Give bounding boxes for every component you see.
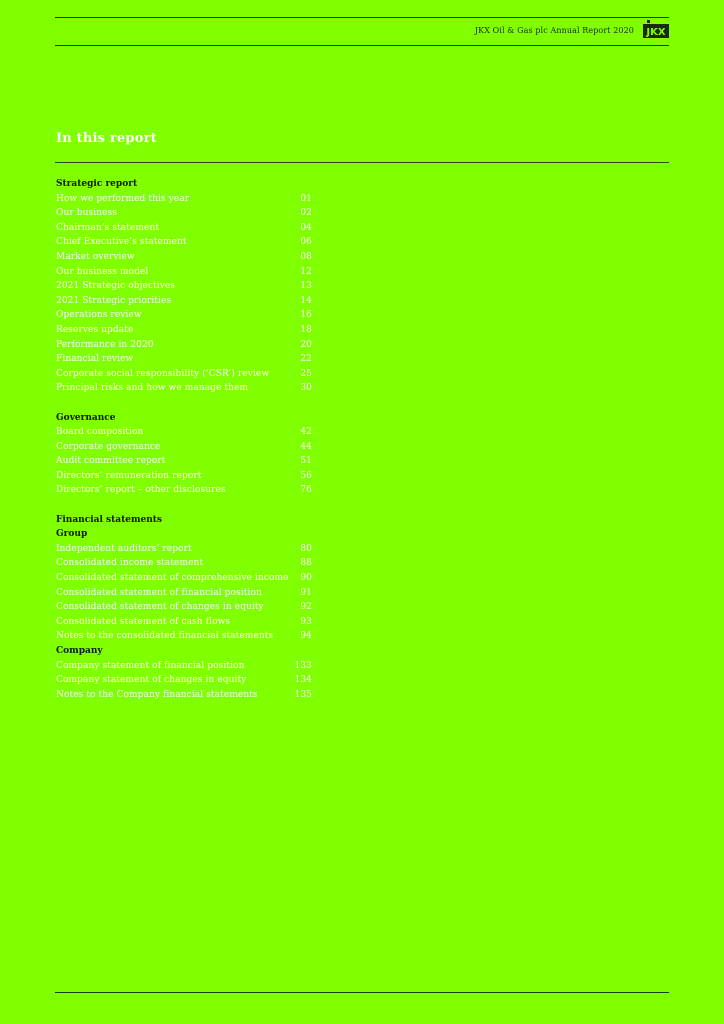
toc-entry-label: Financial review <box>56 354 134 365</box>
toc-entry-label: Consolidated statement of changes in equity <box>56 602 264 613</box>
toc-entry[interactable] <box>56 235 312 250</box>
section-heading-governance: Governance <box>56 412 116 423</box>
section-heading-financial: Financial statements <box>56 514 162 525</box>
footer-rule <box>55 992 669 993</box>
toc-entry[interactable] <box>56 308 312 323</box>
title-rule <box>55 162 669 163</box>
toc-entry[interactable] <box>56 192 312 207</box>
toc-entry-page-number: 133 <box>294 660 312 671</box>
toc-entry[interactable] <box>56 600 312 615</box>
toc-entry-label: Audit committee report <box>56 456 166 467</box>
toc-entry[interactable] <box>56 688 312 703</box>
toc-list-governance <box>56 425 312 498</box>
toc-entry[interactable] <box>56 542 312 557</box>
toc-entry-page-number: 56 <box>300 470 312 481</box>
toc-list-group <box>56 542 312 644</box>
toc-entry[interactable] <box>56 469 312 484</box>
toc-entry[interactable] <box>56 367 312 382</box>
toc-entry[interactable] <box>56 265 312 280</box>
toc-entry[interactable] <box>56 629 312 644</box>
toc-entry-label: Market overview <box>56 251 135 262</box>
toc-entry[interactable] <box>56 615 312 630</box>
toc-entry-page-number: 22 <box>300 354 312 365</box>
toc-entry-label: How we performed this year <box>56 193 190 204</box>
toc-entry[interactable] <box>56 571 312 586</box>
toc-list-strategic <box>56 192 312 396</box>
logo-text: JKX <box>646 27 666 38</box>
toc-entry-label: Notes to the Company financial statements <box>56 689 258 700</box>
toc-entry[interactable] <box>56 206 312 221</box>
toc-entry-page-number: 01 <box>300 193 312 204</box>
toc-entry[interactable] <box>56 556 312 571</box>
toc-entry-label: Corporate social responsibility (‘CSR’) review <box>56 368 270 379</box>
toc-entry-page-number: 91 <box>300 587 312 598</box>
toc-entry-page-number: 90 <box>300 573 312 584</box>
toc-entry-page-number: 12 <box>300 266 312 277</box>
toc-entry-label: Our business model <box>56 266 149 277</box>
toc-entry-page-number: 76 <box>300 485 312 496</box>
top-rule <box>55 17 669 18</box>
toc-entry-label: 2021 Strategic priorities <box>56 295 172 306</box>
toc-entry-label: Directors’ report – other disclosures <box>56 485 226 496</box>
toc-entry-page-number: 14 <box>300 295 312 306</box>
toc-entry-label: Independent auditors’ report <box>56 543 192 554</box>
toc-entry[interactable] <box>56 221 312 236</box>
section-heading-strategic: Strategic report <box>56 179 138 189</box>
toc-entry[interactable] <box>56 323 312 338</box>
toc-entry-page-number: 02 <box>300 208 312 219</box>
toc-entry[interactable] <box>56 659 312 674</box>
toc-entry-page-number: 13 <box>300 281 312 292</box>
publication-title: JKX Oil & Gas plc Annual Report 2020 <box>474 26 634 35</box>
toc-entry-page-number: 16 <box>300 310 312 321</box>
toc-entry-page-number: 135 <box>294 689 312 700</box>
toc-entry-page-number: 93 <box>300 616 312 627</box>
toc-entry-label: 2021 Strategic objectives <box>56 281 176 292</box>
toc-entry-label: Company statement of financial position <box>56 660 245 671</box>
toc-entry[interactable] <box>56 381 312 396</box>
toc-entry-page-number: 134 <box>294 675 312 686</box>
toc-entry-label: Principal risks and how we manage them <box>56 383 249 394</box>
table-of-contents <box>56 177 312 702</box>
toc-entry-label: Our business <box>56 208 117 219</box>
toc-entry[interactable] <box>56 425 312 440</box>
toc-entry-page-number: 06 <box>300 237 312 248</box>
toc-entry-page-number: 51 <box>300 456 312 467</box>
toc-entry-page-number: 80 <box>300 543 312 554</box>
toc-entry[interactable] <box>56 440 312 455</box>
subheading-group: Group <box>56 529 88 540</box>
toc-entry-label: Notes to the consolidated financial statements <box>56 631 274 642</box>
toc-entry[interactable] <box>56 586 312 601</box>
toc-entry-label: Operations review <box>56 310 142 321</box>
toc-entry-label: Chief Executive’s statement <box>56 237 187 248</box>
toc-entry-label: Corporate governance <box>56 441 161 452</box>
toc-entry-page-number: 92 <box>300 602 312 613</box>
toc-entry-page-number: 44 <box>300 441 312 452</box>
toc-entry-page-number: 88 <box>300 558 312 569</box>
toc-entry-label: Consolidated statement of cash flows <box>56 616 231 627</box>
toc-list-company <box>56 659 312 703</box>
page-title: In this report <box>56 131 157 146</box>
toc-entry[interactable] <box>56 673 312 688</box>
toc-entry[interactable] <box>56 352 312 367</box>
toc-entry-label: Reserves update <box>56 324 134 335</box>
toc-entry[interactable] <box>56 279 312 294</box>
toc-entry-label: Consolidated income statement <box>56 558 204 569</box>
toc-entry-page-number: 20 <box>300 339 312 350</box>
toc-entry-page-number: 42 <box>300 427 312 438</box>
toc-entry[interactable] <box>56 294 312 309</box>
toc-entry-label: Performance in 2020 <box>56 339 154 350</box>
subheading-company: Company <box>56 646 103 656</box>
toc-entry-label: Consolidated statement of financial position <box>56 587 262 598</box>
toc-entry-label: Consolidated statement of comprehensive income <box>56 573 289 584</box>
toc-entry-label: Chairman’s statement <box>56 222 160 233</box>
toc-entry[interactable] <box>56 454 312 469</box>
toc-entry-label: Board composition <box>56 427 144 438</box>
header-rule <box>55 45 669 46</box>
jkx-logo <box>643 20 669 38</box>
toc-entry-label: Company statement of changes in equity <box>56 675 247 686</box>
toc-entry[interactable] <box>56 483 312 498</box>
toc-entry-page-number: 30 <box>300 383 312 394</box>
toc-entry-page-number: 18 <box>300 324 312 335</box>
toc-entry[interactable] <box>56 250 312 265</box>
toc-entry-page-number: 94 <box>300 631 312 642</box>
toc-entry-page-number: 08 <box>300 251 312 262</box>
toc-entry-page-number: 25 <box>300 368 312 379</box>
toc-entry-label: Directors’ remuneration report <box>56 470 202 481</box>
toc-entry-page-number: 04 <box>300 222 312 233</box>
toc-entry[interactable] <box>56 338 312 353</box>
